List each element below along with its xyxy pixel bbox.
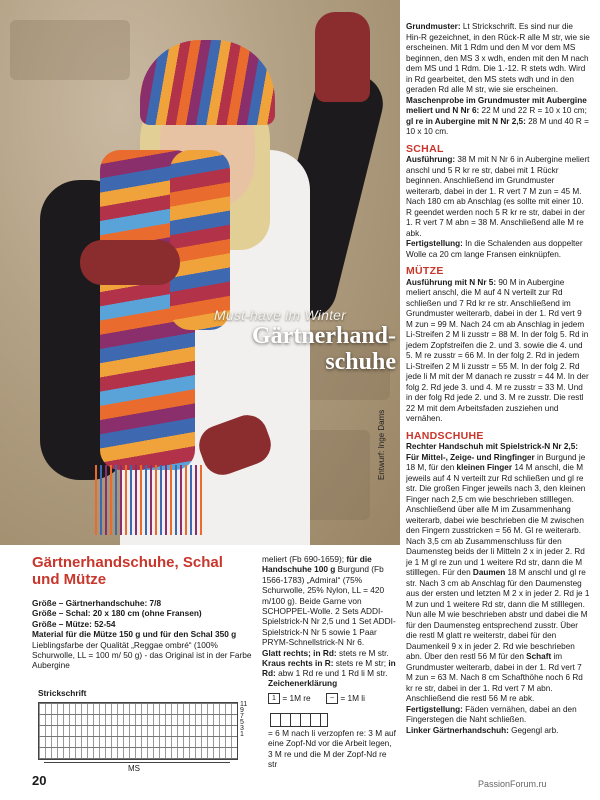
row-number: 11 — [240, 701, 248, 708]
repeat-label: MS — [128, 764, 140, 773]
knitting-chart — [38, 702, 238, 760]
schal-finish-paragraph: Fertigstellung: In die Schalenden aus doppelter Wolle ca 20 cm lange Fransen einknüpfen. — [406, 239, 583, 259]
stone-texture — [10, 20, 130, 80]
legend-purl: − = 1M li — [326, 693, 365, 704]
instructions-column — [406, 22, 590, 736]
watermark: PassionForum.ru — [478, 779, 547, 789]
section-heading-muetze: MÜTZE — [406, 265, 444, 277]
size-scarf: Größe – Schal: 20 x 180 cm (ohne Fransen) — [32, 608, 202, 619]
handschuhe-paragraph: Rechter Handschuh mit Spielstrick-N Nr 2,5: Für Mittel-, Zeige- und Ringfinger in Burgund je 18 M, für den kleinen Finger 14 M anschl, die M jeweils auf 4 N verteilt zur Rd schließen und gl re str. Die großen Finger jeweils nach 3, den kleinen Finger nach 2,5 cm wie beschrieben stilllegen. Anschließend über alle M im Zusammenhang weiterarb, dabei wie beschrieben die M zwischen den Fingern zusstricken = 56 M. Gl re weiterarb. Nach 3,5 cm ab Zusammenschluss für den Daumensteg beids der li Mitteln 2 x in jeder 2. Rd je 1 M gl re zun und 1 weitere Rd str, dann die M stilllegen. Für den Daumen 18 M anschl und gl re str. Nach 3 cm ab Anschlag für den Daumensteg aus der ersten und letzten M 2 x in jeder 2. Rd je 1 M zun und 1 weitere Rd str, dann die M stilllegen. Nun alle M wie beschrieben abstr und dabei die M für den Daumensteg entsprechend zusstr. Über die restl M glatt re weiterstr, dabei für den Daumenkeil 9 x in jeder 2. Rd wie beschrieben abn. Über den restl 56 M für den Schaft im Grundmuster weiterarb, dabei in der 1. Rd vert 7 M zun = 63 M. Nach 8 cm Schafthöhe noch 6 Rd kr re str, dabei in der 1. Rd vert 7 M abn. Anschließend die restl 56 M re abk. — [406, 442, 590, 703]
materials-continued-column — [262, 554, 402, 679]
cable-symbol-icon — [270, 713, 328, 727]
basic-pattern-paragraph: Grundmuster: Lt Strickschrift. Es sind nur die Hin-R gezeichnet, in den Rück-R alle M str, wie sie erscheinen. Mit 1 Rdm und den M vor dem MS beginnen, den MS 3 x wdh, enden mit den M nach dem MS und 1 Rdm. Die 1.-12. R stets wdh. Wird in Rd gearbeitet, den MS stets wdh und in den geraden Rd alle M str, wie sie erscheinen. — [406, 22, 590, 94]
row-number: 1 — [240, 731, 244, 738]
section-heading-schal: SCHAL — [406, 142, 444, 155]
section-heading-handschuhe: HANDSCHUHE — [406, 429, 484, 442]
glove-left-hand — [80, 240, 180, 285]
size-gloves: Größe – Gärtnerhandschuhe: 7/8 — [32, 598, 162, 608]
legend-knit: 1 = 1M re — [268, 693, 311, 704]
gauge-paragraph: Maschenprobe im Grundmuster mit Aubergine meliert und N Nr 6: 22 M und 22 R = 10 x 10 cm; gl re in Aubergine mit N Nr 2,5: 28 M und 40 R = 10 x 10 cm. — [406, 95, 589, 136]
schal-paragraph: Ausführung: 38 M mit N Nr 6 in Aubergine meliert anschl und 5 R kr re str, dabei mit 1 Rückr beginnen. Anschließend im Grundmuster weiterarb, dabei in der 1. R vert 7 M zun = 45 M. Nach 180 cm ab Anschlag (es sollte mit einer 10. R geendet werden noch 5 R kr re str, dabei in der 1. R vert 7 M abn = 38 M. Anschließend alle M re abk. — [406, 155, 590, 238]
photo-subtitle: Must-have im Winter — [214, 307, 347, 323]
chart-label: Strickschrift — [38, 688, 87, 698]
scarf-fringe — [95, 465, 205, 535]
purl-symbol-icon: − — [326, 693, 338, 704]
hero-photo — [0, 0, 400, 545]
row-number: 3 — [240, 725, 244, 732]
muetze-paragraph: Ausführung mit N Nr 5: 90 M in Aubergine meliert anschl, die M auf 4 N verteilt zur Rd schließen und 7 Rd kr re str. Anschließend im Grundmuster weiterarb, dabei in der 1. Rd vert 9 M zun = 99 M. Nach 24 cm ab Anschlag in jedem Li-Streifen 2 M li zusstr = 88 M. In der folg 5. Rd in jedem Zopfstreifen die 2. und 3. sowie die 4. und 5. M re zusstr = 66 M. In der folg 2. Rd in jedem Li-Streifen 2 M li zusstr = 55 M. In der folg 2. Rd jede li M mit der M danach re zusstr = 44 M. In der folg 2. Rd jede 3. und 4. M re zusstr = 33 M. Und in der folg Rd jede 2. und 3. M re zusstr. Die restl 22 M mit dem Arbeitsfaden zusziehen und vernähen. — [406, 277, 589, 423]
row-number: 7 — [240, 713, 244, 720]
material-continued: meliert (Fb 690-1659); für die Handschuhe 100 g Burgund (Fb 1566-1783) „Admiral“ (75% Schurwolle, 25% Nylon, LL = 420 m/100 g). Beide Garne von SCHOPPEL-Wolle. 2 Sets ADDI-Spielstrick-N Nr 2,5 und 1 Set ADDI-Spielstrick-N Nr 5 sowie 1 Paar PRYM-Schnellstrick-N Nr 6. — [262, 554, 396, 648]
material-paragraph: Material für die Mütze 150 g und für den Schal 350 g Lieblingsfarbe der Qualität „Reggae ombré“ (100% Schurwolle, LL = 100 m/ 50 g) - das Original ist in der Farbe Aubergine — [32, 629, 252, 671]
chart-row-numbers — [240, 702, 247, 738]
page-number: 20 — [32, 773, 47, 788]
row-number: 9 — [240, 707, 244, 714]
knitted-hat — [140, 40, 275, 125]
stockinette-paragraph: Glatt rechts; in Rd: stets re M str. — [262, 647, 389, 658]
knit-symbol-icon: 1 — [268, 693, 280, 704]
knitted-scarf-end — [170, 150, 230, 330]
glove-raised-hand — [315, 12, 370, 102]
size-hat: Größe – Mütze: 52-54 — [32, 618, 116, 629]
pattern-title: Gärtnerhandschuhe, Schal und Mütze — [32, 554, 223, 588]
photo-title: Gärtnerhand-schuhe — [252, 323, 396, 375]
design-credit: Entwurf: Inge Dams — [377, 409, 386, 480]
handschuhe-finish-paragraph: Fertigstellung: Fäden vernähen, dabei an den Fingerstegen die Naht schließen. — [406, 704, 577, 724]
repeat-bracket — [44, 762, 230, 763]
legend-heading: Zeichenerklärung — [268, 678, 338, 688]
left-glove-paragraph: Linker Gärtnerhandschuh: Gegengl arb. — [406, 725, 559, 735]
row-number: 5 — [240, 719, 244, 726]
garter-paragraph: Kraus rechts in R: stets re M str; in Rd: abw 1 Rd re und 1 Rd li M str. — [262, 658, 396, 679]
sizes-materials-column — [32, 598, 252, 671]
legend-cable-text: = 6 M nach li verzopfen re: 3 M auf eine Zopf-Nd vor die Arbeit legen, 3 M re und die M der Zopf-Nd re str — [268, 728, 396, 770]
